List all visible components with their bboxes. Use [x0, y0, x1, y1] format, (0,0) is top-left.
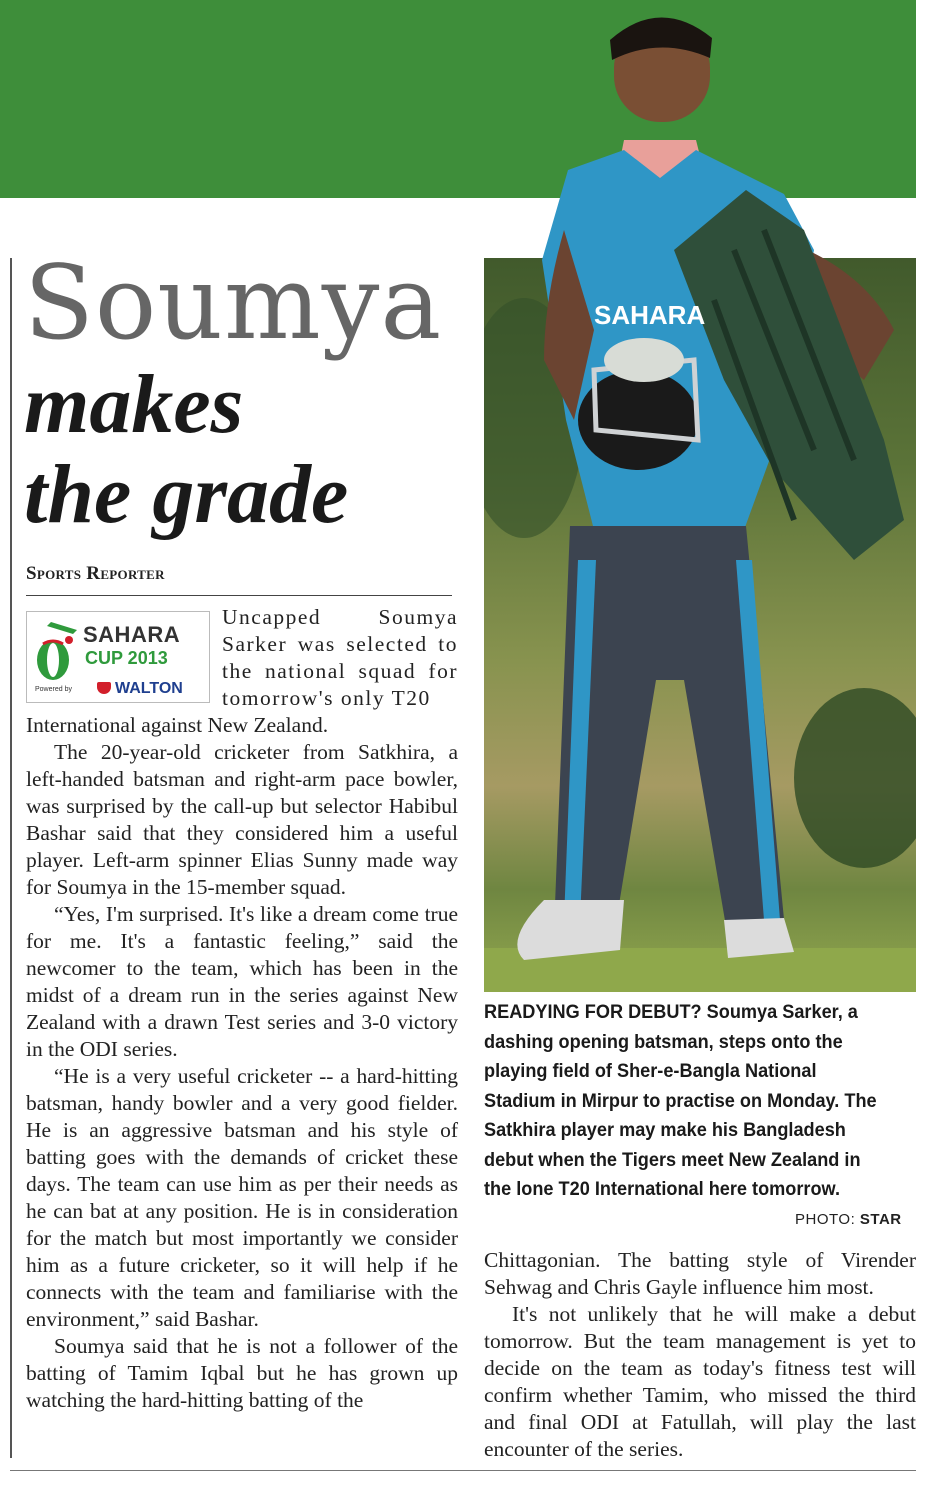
photo-caption: READYING FOR DEBUT? Soumya Sarker, a dashing opening batsman, steps onto the playing field of Sher-e-Bangla National Stadium in Mirpur to practise on Monday. The Satkhira player may make his Bangladesh debut when the Tigers meet New Zealand in the lone T20 International here tomorrow. — [484, 1001, 877, 1200]
headline-line-2: makes — [24, 358, 244, 451]
sahara-cup-logo — [26, 611, 210, 703]
article-column-left — [26, 712, 458, 1414]
cricketer-emblem-icon — [33, 620, 81, 682]
shirt-logo-text: SAHARA — [594, 300, 706, 330]
headline-line-3: the grade — [24, 448, 349, 541]
byline-rule — [26, 595, 452, 596]
article-paragraph: “He is a very useful cricketer -- a hard-hitting batsman, handy bowler and a very good fielder. He is an aggressive batsman and his style of batting goes with the demands of cricket these days. The team can use him as per their needs as he can bat at any position. He is in consideration for the match but most importantly we consider him as a future cricketer, so it will help if he connects with the team and familiarise with the environment,” said Bashar. — [26, 1064, 458, 1331]
page-bottom-rule — [10, 1470, 916, 1471]
photo-credit — [795, 1211, 902, 1228]
article-continuation: Chittagonian. The batting style of Virender Sehwag and Chris Gayle influence him most. — [484, 1248, 916, 1299]
logo-event: CUP 2013 — [85, 648, 168, 668]
headline-line-1: Soumya — [24, 244, 443, 363]
byline: Sports Reporter — [26, 563, 165, 584]
article-lead — [222, 604, 458, 712]
article-paragraph: “Yes, I'm surprised. It's like a dream come true for me. It's a fantastic feeling,” said the newcomer to the team, which has been in the midst of a dream run in the series against New Zealand with a drawn Test series and 3-0 victory in the ODI series. — [26, 902, 458, 1061]
logo-brand: SAHARA — [83, 622, 181, 647]
logo-powered-by: Powered by — [35, 686, 72, 693]
photo-credit-label: PHOTO: — [795, 1211, 856, 1228]
article-paragraph: The 20-year-old cricketer from Satkhira, a left-handed batsman and right-arm pace bowler, was surprised by the call-up but selector Habibul Bashar said that they considered him a useful player. Left-arm spinner Elias Sunny made way for Soumya in the 15-member squad. — [26, 740, 458, 899]
logo-sponsor: WALTON — [115, 680, 183, 697]
photo-credit-source: STAR — [859, 1211, 902, 1228]
lead-paragraph-continued: International against New Zealand. — [26, 713, 329, 737]
headline — [24, 244, 464, 541]
article-paragraph: Soumya said that he is not a follower of the batting of Tamim Iqbal but he has grown up watching the hard-hitting batting of the — [26, 1334, 458, 1412]
lead-paragraph: Uncapped Soumya Sarker was selected to the national squad for tomorrow's only T20 — [222, 605, 458, 710]
article-column-right — [484, 1247, 916, 1463]
column-rule-left — [10, 258, 12, 1458]
walton-mark-icon — [97, 682, 111, 694]
article-paragraph: It's not unlikely that he will make a debut tomorrow. But the team management is yet to decide on the team as today's fitness test will confirm whether Tamim, who missed the third and final ODI at Fatullah, will play the last encounter of the series. — [484, 1302, 916, 1461]
player-figure-icon — [484, 0, 916, 992]
